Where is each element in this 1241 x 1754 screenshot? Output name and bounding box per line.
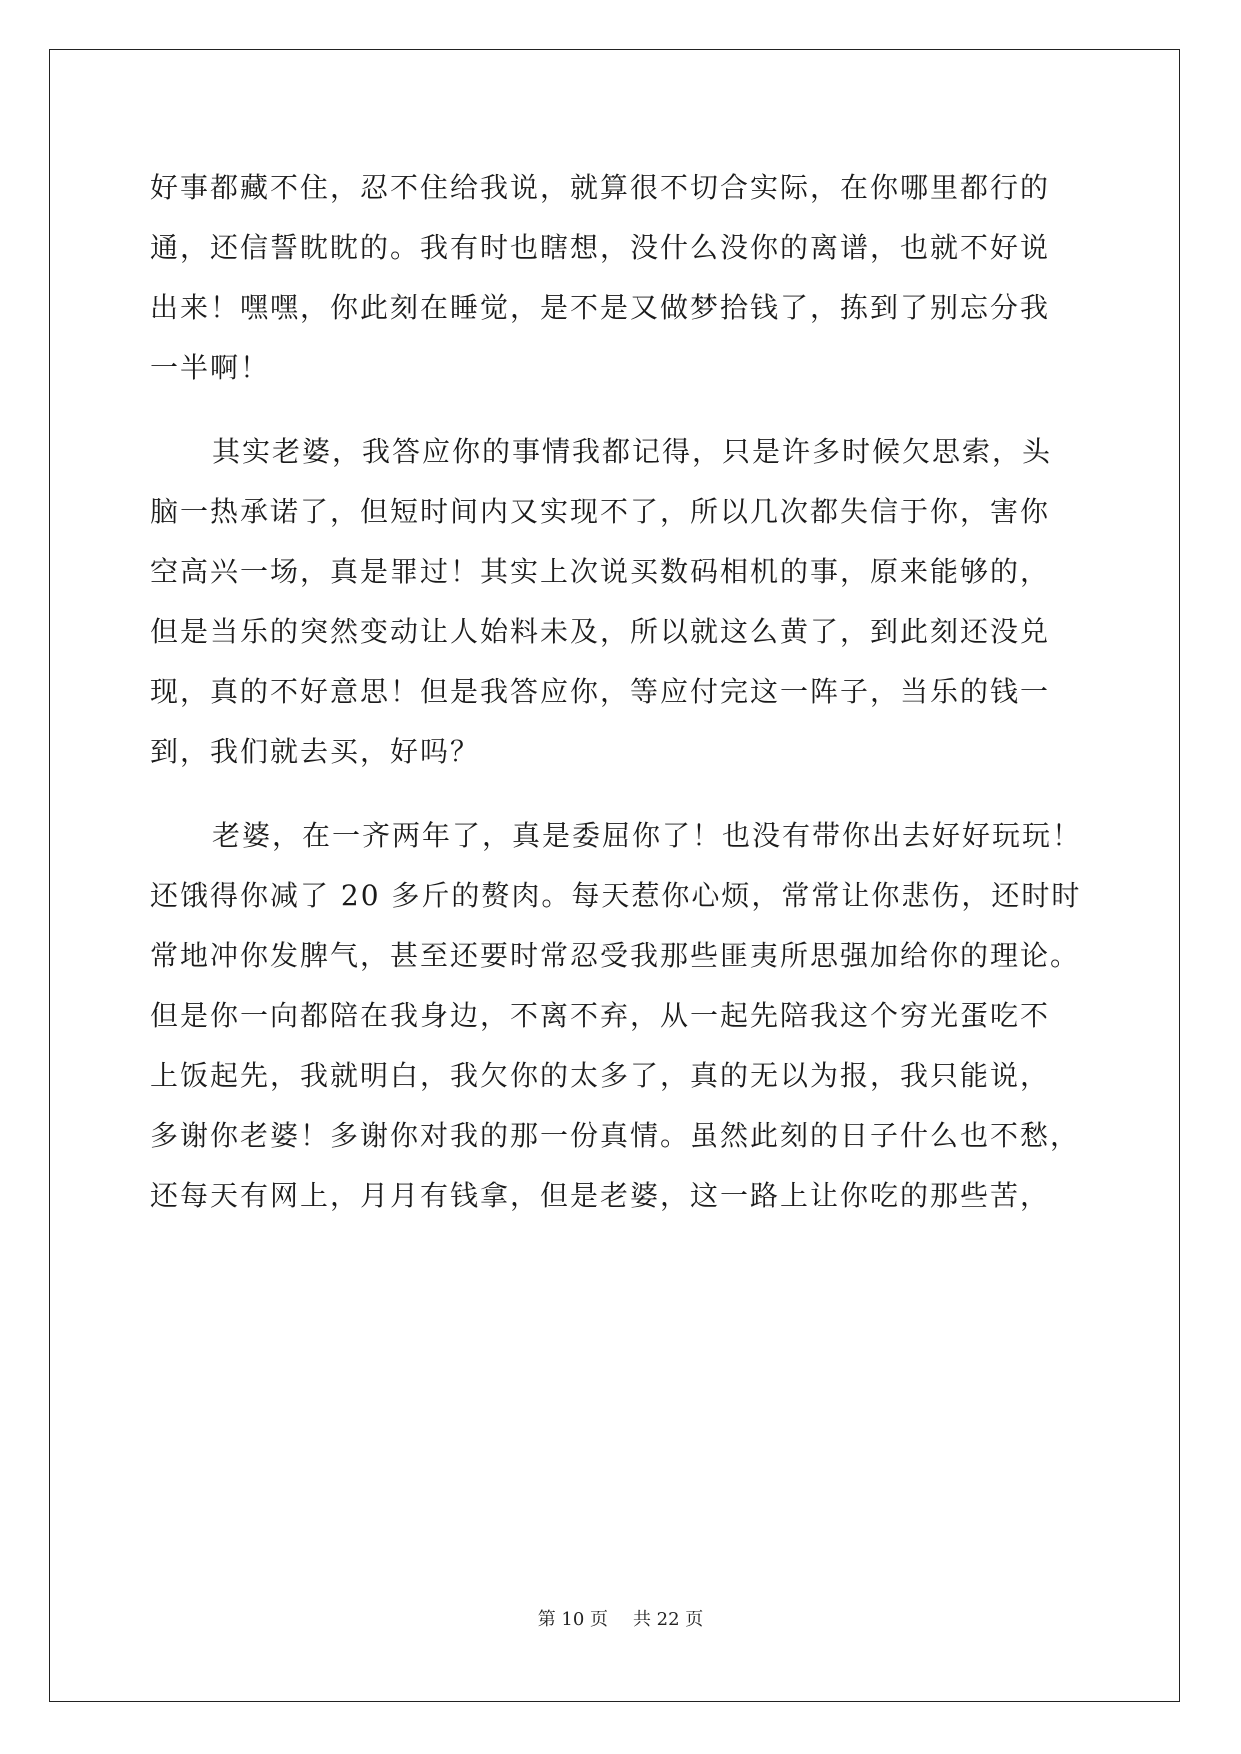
paragraph-start-line: 老婆，在一齐两年了，真是委屈你了！也没有带你出去好好玩玩！ bbox=[212, 819, 1083, 852]
text-line: 多谢你老婆！多谢你对我的那一份真情。虽然此刻的日子什么也不愁， bbox=[150, 1119, 1081, 1152]
text-line: 还饿得你减了 20 多斤的赘肉。每天惹你心烦，常常让你悲伤，还时时 bbox=[150, 879, 1082, 912]
text-line: 到，我们就去买，好吗？ bbox=[150, 735, 481, 768]
text-line: 现，真的不好意思！但是我答应你，等应付完这一阵子，当乐的钱一 bbox=[150, 675, 1051, 708]
page-footer bbox=[0, 1605, 1241, 1631]
text-line: 但是当乐的突然变动让人始料未及，所以就这么黄了，到此刻还没兑 bbox=[150, 615, 1051, 648]
text-line: 脑一热承诺了，但短时间内又实现不了，所以几次都失信于你，害你 bbox=[150, 495, 1051, 528]
text-line: 常地冲你发脾气，甚至还要时常忍受我那些匪夷所思强加给你的理论。 bbox=[150, 939, 1081, 972]
text-line: 上饭起先，我就明白，我欠你的太多了，真的无以为报，我只能说， bbox=[150, 1059, 1051, 1092]
text-line: 通，还信誓眈眈的。我有时也瞎想，没什么没你的离谱，也就不好说 bbox=[150, 231, 1051, 264]
paragraph-start-line: 其实老婆，我答应你的事情我都记得，只是许多时候欠思索，头 bbox=[212, 435, 1053, 468]
total-pages: 共 22 页 bbox=[632, 1609, 704, 1630]
text-line: 但是你一向都陪在我身边，不离不弃，从一起先陪我这个穷光蛋吃不 bbox=[150, 999, 1051, 1032]
text-line: 好事都藏不住，忍不住给我说，就算很不切合实际，在你哪里都行的 bbox=[150, 171, 1051, 204]
text-line: 出来！嘿嘿，你此刻在睡觉，是不是又做梦拾钱了，拣到了别忘分我 bbox=[150, 291, 1051, 324]
text-line: 一半啊！ bbox=[150, 351, 271, 384]
text-line: 空高兴一场，真是罪过！其实上次说买数码相机的事，原来能够的， bbox=[150, 555, 1051, 588]
text-line: 还每天有网上，月月有钱拿，但是老婆，这一路上让你吃的那些苦， bbox=[150, 1179, 1051, 1212]
page-number: 第 10 页 bbox=[537, 1609, 609, 1630]
